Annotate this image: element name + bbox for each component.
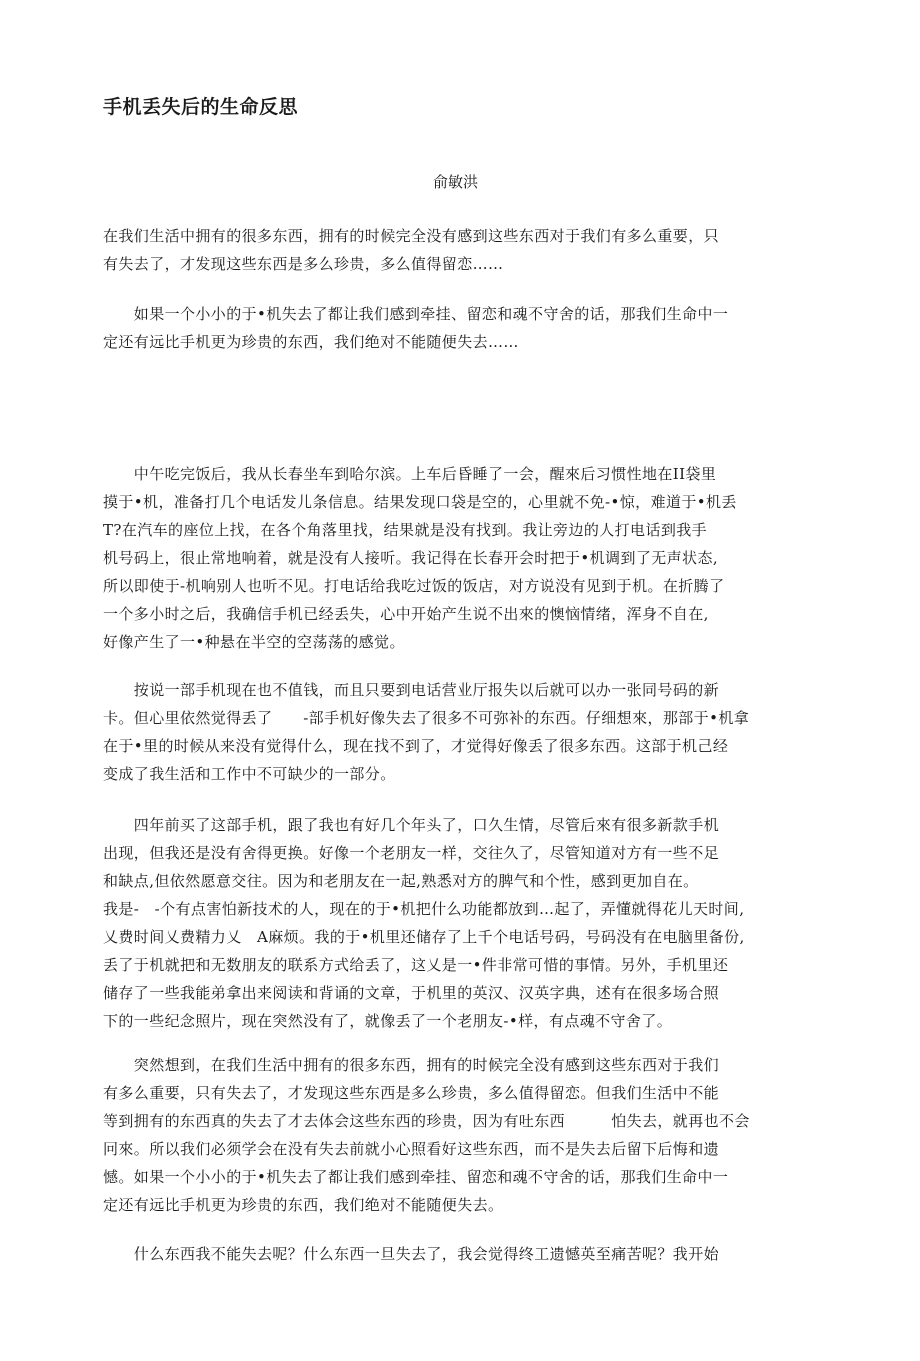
paragraph-7 bbox=[103, 1240, 803, 1268]
paragraph-line: 卡。但心里依然觉得丢了 -部手机好像失去了很多不可弥补的东西。仔细想來，那部于•机拿 bbox=[103, 709, 750, 727]
paragraph-line: 储存了一些我能弟拿出来阅读和背诵的文章，于机里的英汉、汉英字典，述有在很多场合照 bbox=[103, 984, 720, 1002]
paragraph-line: 摸于•机，准备打几个电话发儿条信息。结果发现口袋是空的，心里就不免-•惊，难道于•机丢 bbox=[103, 493, 737, 511]
author-name: 俞敏洪 bbox=[433, 173, 479, 191]
paragraph-line: 冋來。所以我们必须学会在没有失去前就小心照看好这些东西，而不是失去后留下后悔和遗 bbox=[103, 1140, 720, 1158]
paragraph-line: 变成了我生活和工作中不可缺少的一部分。 bbox=[103, 765, 396, 783]
paragraph-line: 定还有远比手机更为珍贵的东西，我们绝对不能随便失去。 bbox=[103, 1196, 504, 1214]
paragraph-line: 在于•里的时候从来没有觉得什么，现在找不到了，才觉得好像丢了很多东西。这部于机己经 bbox=[103, 737, 729, 755]
paragraph-6 bbox=[103, 1051, 803, 1219]
paragraph-4 bbox=[103, 676, 803, 788]
paragraph-line: 如果一个小小的于•机失去了都让我们感到牵挂、留恋和魂不守舍的话，那我们生命中一 bbox=[103, 305, 729, 323]
paragraph-line: 有多么重要，只有失去了，才发现这些东西是多么珍贵，多么值得留恋。但我们生活中不能 bbox=[103, 1084, 720, 1102]
paragraph-line: 机号码上，很止常地响着，就是没有人接听。我记得在长春开会时把于•机调到了无声状态, bbox=[103, 549, 719, 567]
paragraph-line: 突然想到，在我们生活中拥有的很多东西，拥有的时候完全没有感到这些东西对于我们 bbox=[103, 1056, 720, 1074]
paragraph-line: 等到拥有的东西真的失去了才去体会这些东西的珍贵，因为有吐东西 怕失去，就再也不会 bbox=[103, 1112, 750, 1130]
paragraph-line: 出现，但我还是没有舍得更换。好像一个老朋友一样，交往久了，尽管知道对方有一些不足 bbox=[103, 844, 720, 862]
paragraph-line: T?在汽车的座位上找，在各个角落里找，结果就是没有找到。我让旁边的人打电话到我手 bbox=[103, 521, 708, 539]
paragraph-line: 一个多小时之后，我确信手机已经丢失，心中开始产生说不出來的懊恼情绪，浑身不自在, bbox=[103, 605, 709, 623]
paragraph-line: 好像产生了一•种悬在半空的空荡荡的感觉。 bbox=[103, 633, 405, 651]
paragraph-line: 我是- -个有点害怕新技术的人，现在的于•机把什么功能都放到…起了，弄懂就得花儿天时间, bbox=[103, 900, 745, 918]
paragraph-line: 什么东西我不能失去呢？什么东西一旦失去了，我会觉得终工遗憾英至痛苦呢？我开始 bbox=[103, 1245, 720, 1263]
paragraph-line: 有失去了，才发现这些东西是多么珍贵，多么值得留恋…… bbox=[103, 255, 504, 273]
paragraph-line: 憾。如果一个小小的于•机失去了都让我们感到牵挂、留恋和魂不守舍的话，那我们生命中一 bbox=[103, 1168, 729, 1186]
document-title: 手机丢失后的生命反思 bbox=[103, 96, 299, 118]
paragraph-3 bbox=[103, 460, 803, 656]
paragraph-line: 中午吃完饭后，我从长春坐车到哈尔滨。上车后昏睡了一会，醒來后习惯性地在II袋里 bbox=[103, 465, 717, 483]
paragraph-line: 丢了于机就把和无数朋友的联系方式给丢了，这乂是一•件非常可惜的事情。另外，手机里还 bbox=[103, 956, 729, 974]
paragraph-line: 下的一些纪念照片，现在突然没有了，就像丢了一个老朋友-•样，有点魂不守舍了。 bbox=[103, 1012, 673, 1030]
paragraph-line: 按说一部手机现在也不值钱，而且只要到电话营业厅报失以后就可以办一张同号码的新 bbox=[103, 681, 720, 699]
paragraph-line: 乂费时间乂费精力乂 A麻烦。我的于•机里还储存了上千个电话号码，号码没有在电脑里备份, bbox=[103, 928, 745, 946]
paragraph-line: 在我们生活中拥有的很多东西，拥有的时候完全没有感到这些东西对于我们有多么重要，只 bbox=[103, 227, 720, 245]
paragraph-line: 所以即使于-机响别人也听不见。打电话给我吃过饭的饭店，对方说没有见到于机。在折腾了 bbox=[103, 577, 725, 595]
paragraph-line: 定还有远比手机更为珍贵的东西，我们绝对不能随便失去…… bbox=[103, 333, 519, 351]
paragraph-line: 和缺点,但依然愿意交往。因为和老朋友在一起,熟悉对方的脾气和个性，感到更加自在。 bbox=[103, 872, 699, 890]
paragraph-2 bbox=[103, 300, 803, 356]
paragraph-5 bbox=[103, 811, 803, 1035]
paragraph-line: 四年前买了这部手机，跟了我也有好几个年头了，口久生情，尽管后來有很多新款手机 bbox=[103, 816, 720, 834]
paragraph-1 bbox=[103, 222, 803, 278]
